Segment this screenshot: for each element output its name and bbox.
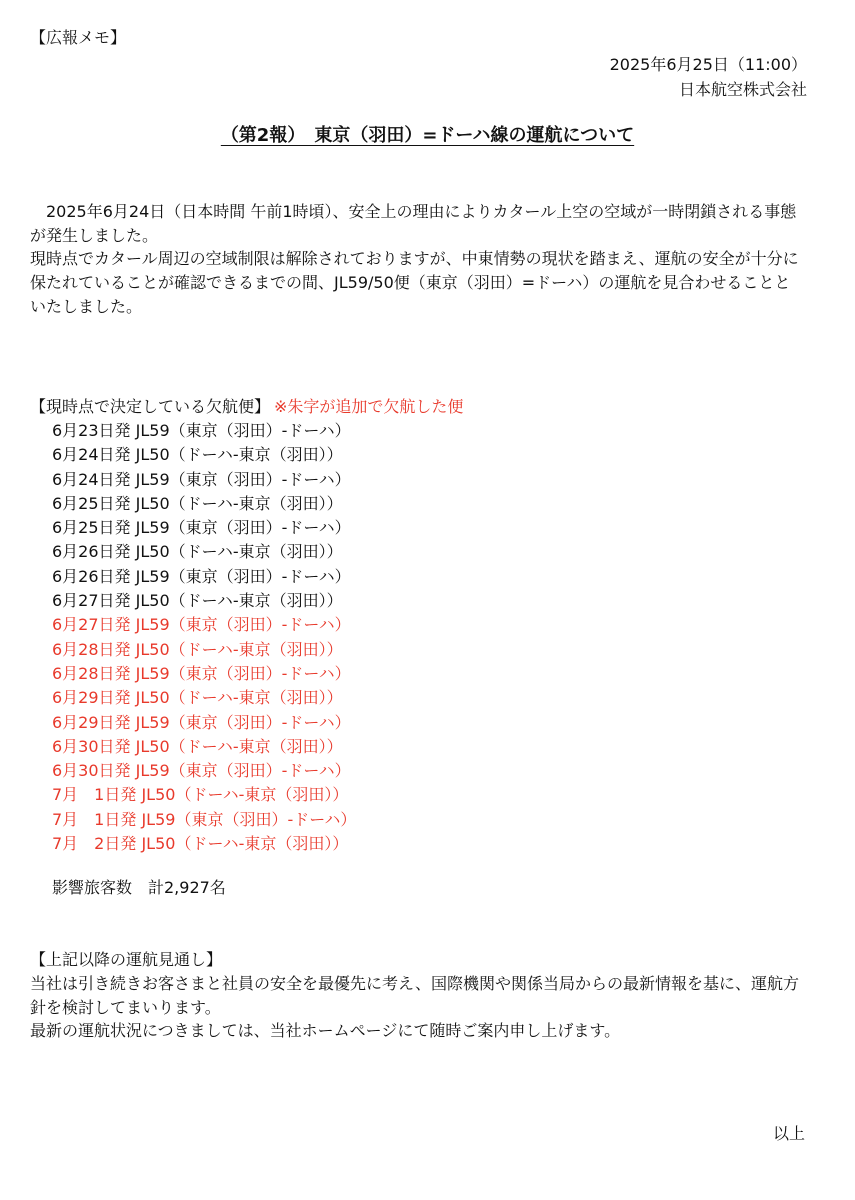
cancelled-flights-list [30, 419, 800, 856]
cancelled-flight-item: 7月 1日発 JL59（東京（羽田）-ドーハ） [52, 809, 357, 829]
cancellations-section [30, 395, 800, 856]
cancelled-flight-item: 6月28日発 JL59（東京（羽田）-ドーハ） [52, 663, 351, 683]
issue-date: 2025年6月25日（11:00） [609, 55, 807, 74]
outlook-paragraph-2: 最新の運航状況につきましては、当社ホームページにて随時ご案内申し上げます。 [30, 1021, 621, 1041]
cancelled-flight-item: 7月 2日発 JL50（ドーハ-東京（羽田）） [52, 834, 349, 854]
document-title-block [0, 124, 855, 148]
intro-section [30, 200, 800, 319]
cancelled-flight-item: 7月 1日発 JL50（ドーハ-東京（羽田）） [52, 785, 349, 805]
affected-passengers: 影響旅客数 計2,927名 [52, 878, 226, 897]
outlook-paragraph-1: 当社は引き続きお客さまと社員の安全を最優先に考え、国際機関や関係当局からの最新情報を基に、運航方針を検討してまいります。 [30, 973, 799, 1017]
cancelled-flight-item: 6月23日発 JL59（東京（羽田）-ドーハ） [52, 421, 351, 440]
cancellations-heading-row [30, 395, 800, 419]
cancelled-flight-item: 6月27日発 JL50（ドーハ-東京（羽田）） [52, 591, 343, 611]
cancelled-flight-item: 6月29日発 JL50（ドーハ-東京（羽田）） [52, 688, 343, 708]
cancelled-flight-item: 6月24日発 JL59（東京（羽田）-ドーハ） [52, 469, 351, 489]
cancelled-flight-item: 6月24日発 JL50（ドーハ-東京（羽田）） [52, 445, 343, 465]
outlook-section [30, 948, 810, 1043]
header-block [610, 52, 807, 102]
closing-remark: 以上 [772, 1124, 805, 1143]
cancellations-heading: 【現時点で決定している欠航便】 [30, 397, 271, 416]
document-title: （第2報） 東京（羽田）=ドーハ線の運航について [220, 125, 635, 146]
company-name: 日本航空株式会社 [678, 80, 807, 99]
cancelled-flight-item: 6月30日発 JL59（東京（羽田）-ドーハ） [52, 761, 351, 781]
cancelled-flight-item: 6月27日発 JL59（東京（羽田）-ドーハ） [52, 615, 351, 635]
intro-paragraph-1: 2025年6月24日（日本時間 午前1時頃）、安全上の理由によりカタール上空の空域が一時閉鎖される事態が発生しました。 [30, 202, 797, 245]
cancelled-flight-item: 6月26日発 JL59（東京（羽田）-ドーハ） [52, 566, 351, 586]
intro-paragraph-2: 現時点でカタール周辺の空域制限は解除されておりますが、中東情勢の現状を踏まえ、運航の安全が十分に保たれていることが確認できるまでの間、JL59/50便（東京（羽田）=ドーハ）の運航を見合わせることといたしました。 [30, 249, 799, 316]
cancelled-flight-item: 6月29日発 JL59（東京（羽田）-ドーハ） [52, 712, 351, 732]
outlook-heading: 【上記以降の運航見通し】 [30, 950, 223, 969]
cancelled-flight-item: 6月25日発 JL59（東京（羽田）-ドーハ） [52, 518, 351, 538]
cancelled-flight-item: 6月26日発 JL50（ドーハ-東京（羽田）） [52, 542, 343, 562]
red-text-note: ※朱字が追加で欠航した便 [274, 397, 464, 416]
cancelled-flight-item: 6月25日発 JL50（ドーハ-東京（羽田）） [52, 493, 343, 513]
memo-label: 【広報メモ】 [30, 28, 127, 47]
cancelled-flight-item: 6月28日発 JL50（ドーハ-東京（羽田）） [52, 639, 343, 659]
cancelled-flight-item: 6月30日発 JL50（ドーハ-東京（羽田）） [52, 736, 343, 756]
